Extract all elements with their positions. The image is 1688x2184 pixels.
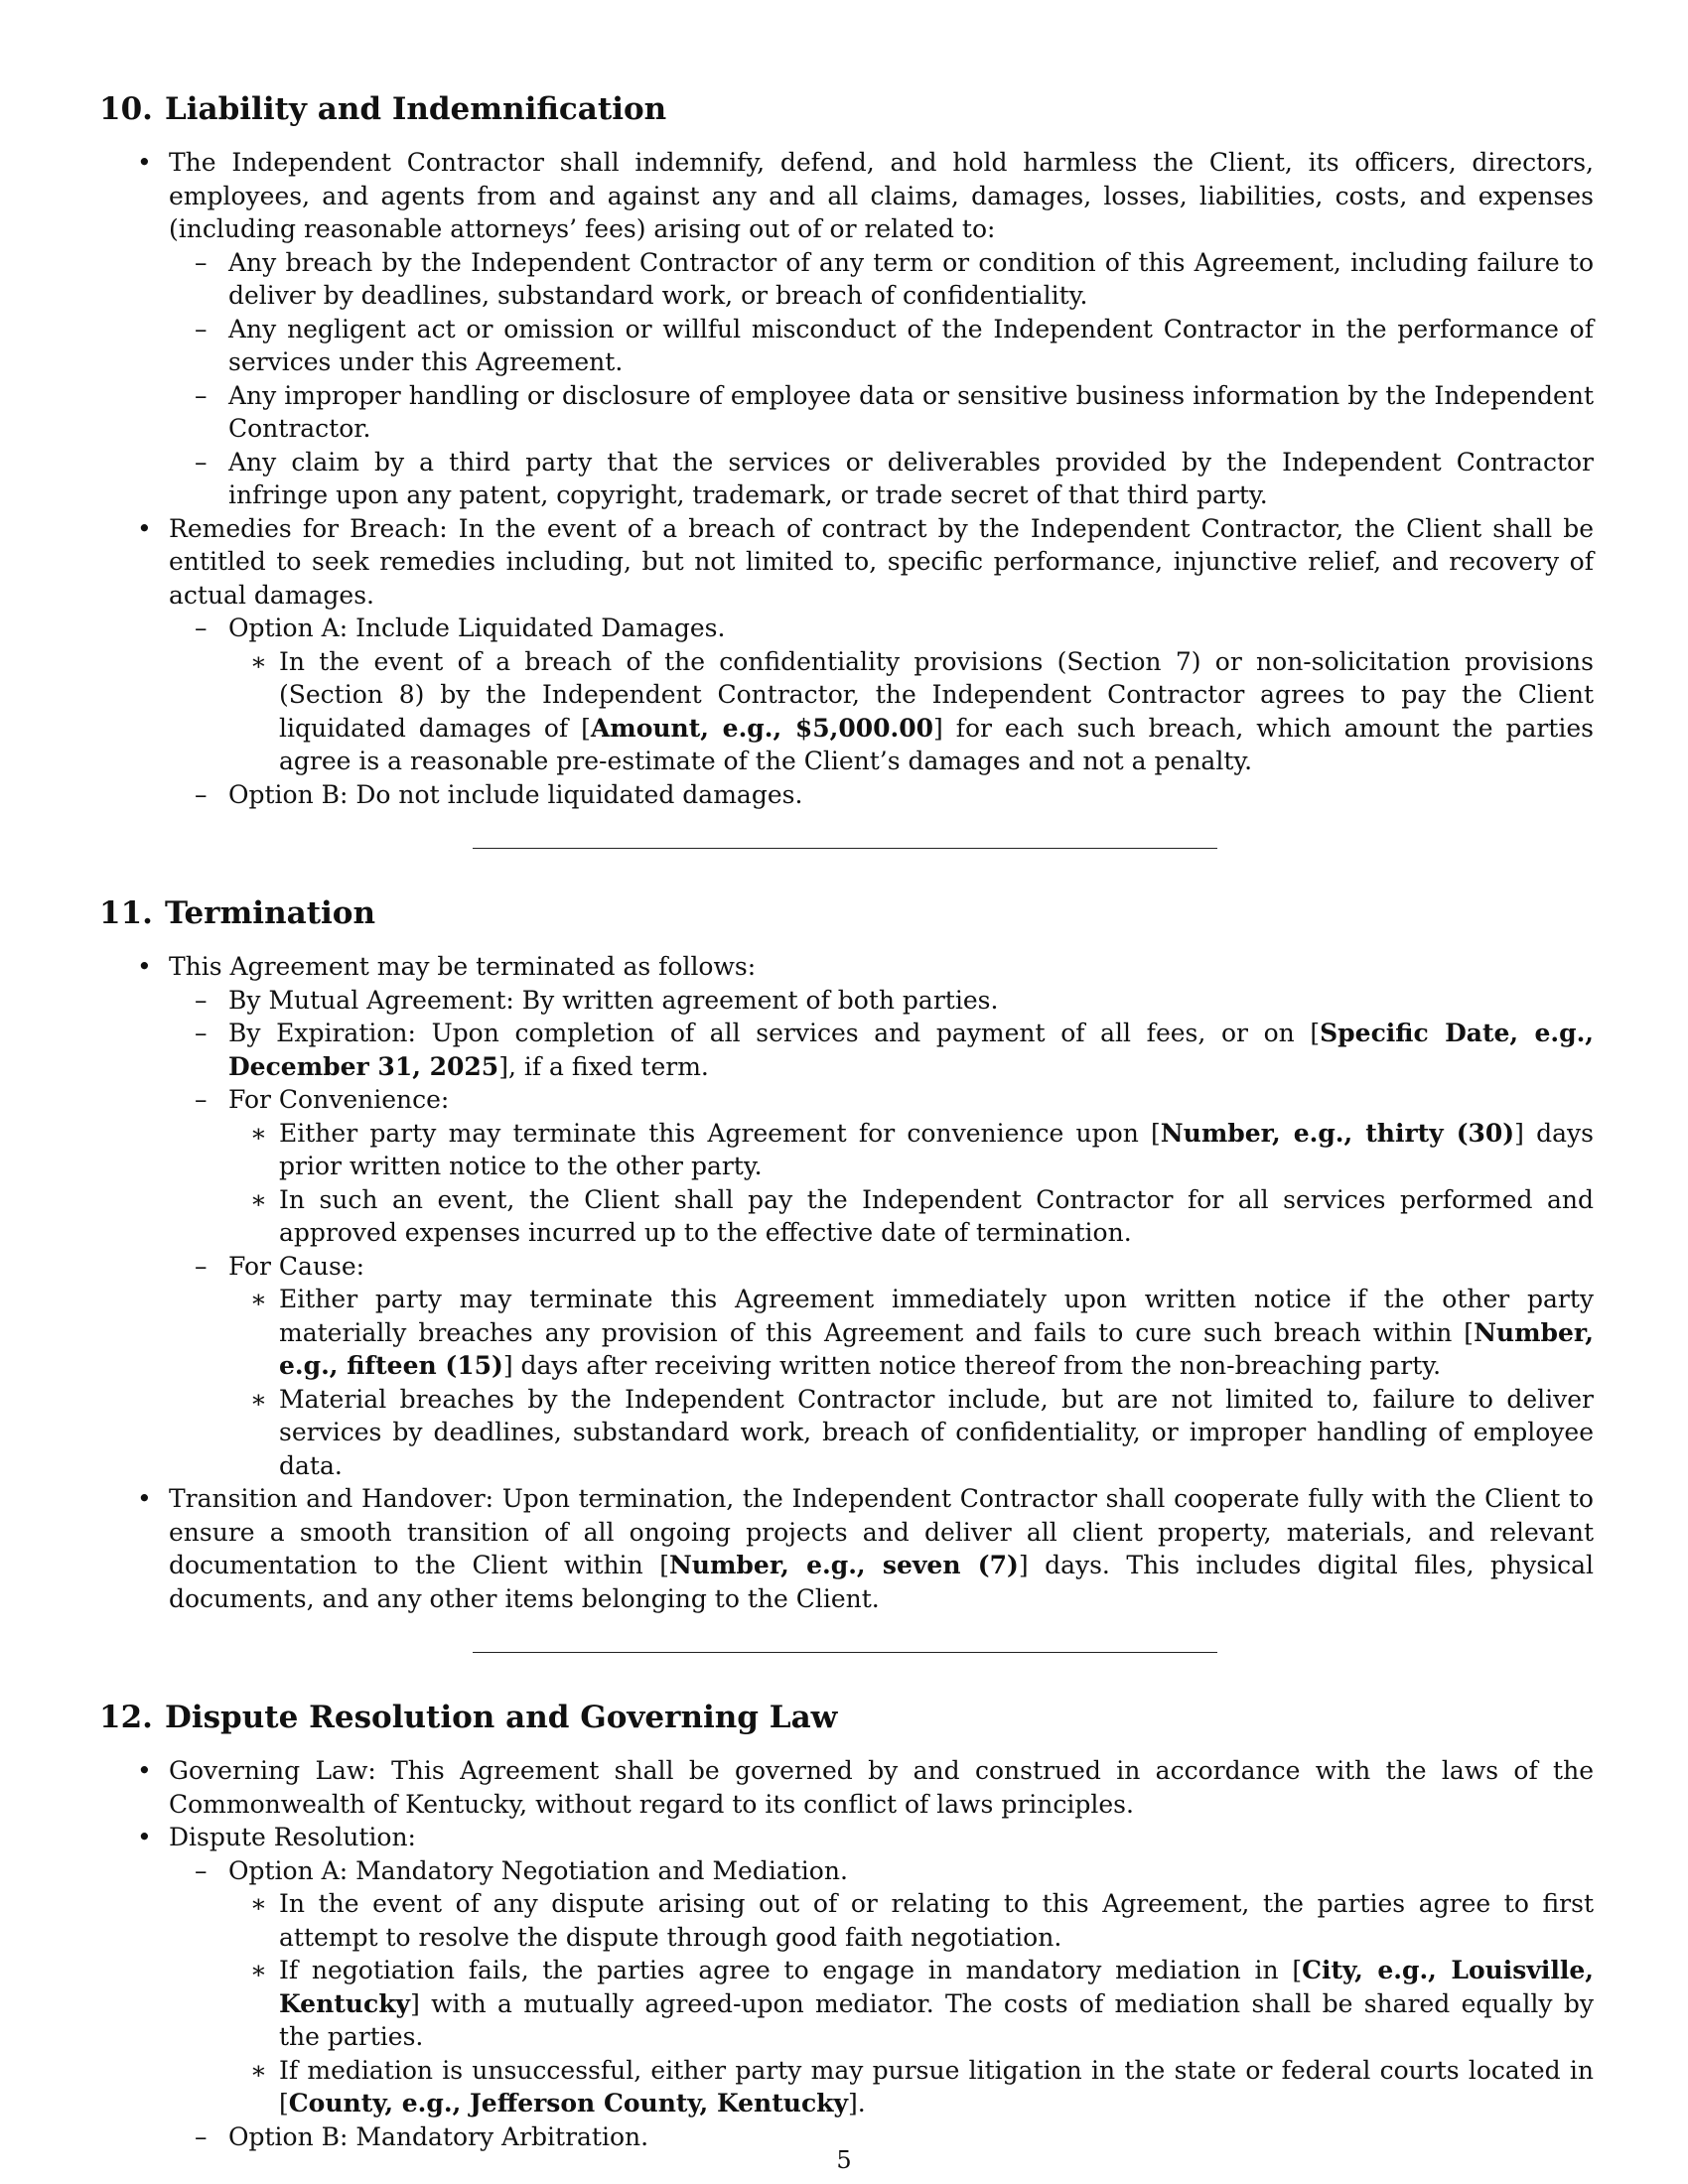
placeholder-city: City, e.g., Louisville, Kentucky bbox=[279, 1956, 1594, 2018]
item-text: Either party may terminate this Agreement for convenience upon [ bbox=[279, 1118, 1161, 1148]
item-text: By Mutual Agreement: By written agreement of both parties. bbox=[228, 985, 999, 1015]
document-page bbox=[99, 89, 1594, 2153]
item-text: If mediation is unsuccessful, either party may pursue litigation in the state or federal courts located in [ bbox=[279, 2055, 1594, 2117]
star-marker: ∗ bbox=[250, 1384, 267, 1414]
item-text: ], if a fixed term. bbox=[498, 1051, 709, 1081]
bullet-marker: • bbox=[137, 513, 152, 543]
section-10-list bbox=[99, 146, 1594, 811]
placeholder-county: County, e.g., Jefferson County, Kentucky bbox=[288, 2089, 849, 2117]
list-item bbox=[99, 1283, 1594, 1383]
list-item bbox=[99, 1017, 1594, 1083]
item-text: ] days prior written notice to the other party. bbox=[279, 1118, 1595, 1180]
list-item bbox=[99, 1083, 1594, 1117]
item-text: In such an event, the Client shall pay the Independent Contractor for all services performed and approved expenses incurred up to the effective date of termination. bbox=[279, 1184, 1594, 1247]
placeholder-date: Specific Date, e.g., December 31, 2025 bbox=[228, 1019, 1594, 1081]
item-text: Governing Law: This Agreement shall be governed by and construed in accordance with the laws of the Commonwealth of Kentucky, without regard to its conflict of laws principles. bbox=[169, 1756, 1594, 1819]
item-text: By Expiration: Upon completion of all services and payment of all fees, or on [ bbox=[228, 1019, 1321, 1047]
section-divider bbox=[473, 1652, 1217, 1653]
item-text: ] with a mutually agreed-upon mediator. The costs of mediation shall be shared equally by the parties. bbox=[279, 1988, 1594, 2051]
item-text: Any negligent act or omission or willful misconduct of the Independent Contractor in the performance of services under this Agreement. bbox=[228, 314, 1594, 376]
dash-marker: – bbox=[195, 985, 208, 1015]
section-number: 10. bbox=[99, 91, 153, 127]
list-item bbox=[99, 512, 1594, 613]
star-marker: ∗ bbox=[250, 1285, 267, 1313]
star-marker: ∗ bbox=[250, 2055, 267, 2085]
list-item bbox=[99, 1954, 1594, 2054]
dash-marker: – bbox=[195, 2121, 208, 2151]
list-item bbox=[99, 446, 1594, 512]
dash-marker: – bbox=[195, 779, 208, 809]
item-text: The Independent Contractor shall indemnify, defend, and hold harmless the Client, its officers, directors, employees, and agents from and against any and all claims, damages, losses, liabilities, costs, and expenses (including reasonable attorneys’ fees) arising out of or related to: bbox=[169, 148, 1594, 243]
section-12-list bbox=[99, 1754, 1594, 2153]
star-marker: ∗ bbox=[250, 646, 267, 676]
list-item bbox=[99, 313, 1594, 379]
item-text: For Convenience: bbox=[228, 1085, 450, 1114]
dash-marker: – bbox=[195, 614, 208, 642]
dash-marker: – bbox=[195, 247, 208, 277]
dash-marker: – bbox=[195, 1019, 208, 1047]
list-item bbox=[99, 379, 1594, 446]
dash-marker: – bbox=[195, 314, 208, 343]
item-text: Material breaches by the Independent Contractor include, but are not limited to, failure to deliver services by deadlines, substandard work, breach of confidentiality, or improper handling of employee data. bbox=[279, 1384, 1594, 1480]
placeholder-number: Number, e.g., thirty (30) bbox=[1160, 1118, 1515, 1148]
bullet-marker: • bbox=[137, 148, 152, 177]
placeholder-number: Number, e.g., seven (7) bbox=[668, 1551, 1019, 1579]
list-item bbox=[99, 1821, 1594, 1854]
item-text: ]. bbox=[848, 2089, 866, 2117]
list-item bbox=[99, 1117, 1594, 1183]
list-item bbox=[99, 984, 1594, 1018]
list-item bbox=[99, 950, 1594, 984]
item-text: Either party may terminate this Agreement immediately upon written notice if the other party materially breaches any provision of this Agreement and fails to cure such breach within [ bbox=[279, 1285, 1594, 1347]
item-text: If negotiation fails, the parties agree to engage in mandatory mediation in [ bbox=[279, 1956, 1303, 1984]
star-marker: ∗ bbox=[250, 1889, 267, 1918]
section-title: Termination bbox=[164, 895, 376, 931]
dash-marker: – bbox=[195, 1251, 208, 1281]
bullet-marker: • bbox=[137, 1484, 152, 1513]
list-item bbox=[99, 645, 1594, 778]
item-text: ] days after receiving written notice thereof from the non-breaching party. bbox=[502, 1351, 1442, 1380]
section-heading-12 bbox=[99, 1698, 1594, 1737]
item-text: Option A: Mandatory Negotiation and Mediation. bbox=[228, 1855, 848, 1885]
list-item bbox=[99, 246, 1594, 313]
page-number: 5 bbox=[836, 2146, 852, 2174]
list-item bbox=[99, 2054, 1594, 2120]
item-text: Option B: Mandatory Arbitration. bbox=[228, 2121, 649, 2151]
item-text: In the event of any dispute arising out of or relating to this Agreement, the parties agree to first attempt to resolve the dispute through good faith negotiation. bbox=[279, 1889, 1594, 1952]
section-heading-10 bbox=[99, 89, 1594, 129]
section-number: 12. bbox=[99, 1700, 153, 1735]
item-text: For Cause: bbox=[228, 1251, 365, 1281]
item-text: In the event of a breach of the confidentiality provisions (Section 7) or non-solicitation provisions (Section 8) by the Independent Contractor, the Independent Contractor agrees to pay the Client liquidated damages of [ bbox=[279, 646, 1594, 743]
list-item bbox=[99, 1887, 1594, 1954]
item-text: Dispute Resolution: bbox=[169, 1823, 416, 1851]
item-text: ] days. This includes digital files, physical documents, and any other items belonging to the Client. bbox=[169, 1551, 1594, 1613]
placeholder-amount: Amount, e.g., $5,000.00 bbox=[590, 713, 934, 743]
list-item bbox=[99, 778, 1594, 812]
section-11-list bbox=[99, 950, 1594, 1615]
bullet-marker: • bbox=[137, 1823, 152, 1851]
item-text: This Agreement may be terminated as follows: bbox=[169, 952, 757, 981]
list-item bbox=[99, 1183, 1594, 1250]
dash-marker: – bbox=[195, 447, 208, 477]
section-title: Liability and Indemnification bbox=[164, 91, 667, 127]
star-marker: ∗ bbox=[250, 1956, 267, 1984]
bullet-marker: • bbox=[137, 1756, 152, 1785]
item-text: Transition and Handover: Upon termination, the Independent Contractor shall cooperate fully with the Client to ensure a smooth transition of all ongoing projects and deliver all client property, materials, and relevant documentation to the Client within [ bbox=[169, 1484, 1594, 1579]
item-text: ] for each such breach, which amount the parties agree is a reasonable pre-estimate of the Client’s damages and not a penalty. bbox=[279, 713, 1594, 775]
list-item bbox=[99, 1482, 1594, 1615]
dash-marker: – bbox=[195, 1855, 208, 1885]
item-text: Option B: Do not include liquidated damages. bbox=[228, 779, 803, 809]
item-text: Remedies for Breach: In the event of a breach of contract by the Independent Contractor, the Client shall be entitled to seek remedies including, but not limited to, specific performance, injunctive relief, and recovery of actual damages. bbox=[169, 513, 1594, 610]
bullet-marker: • bbox=[137, 952, 152, 981]
dash-marker: – bbox=[195, 1085, 208, 1114]
section-number: 11. bbox=[99, 895, 153, 931]
star-marker: ∗ bbox=[250, 1118, 267, 1148]
item-text: Any breach by the Independent Contractor of any term or condition of this Agreement, including failure to deliver by deadlines, substandard work, or breach of confidentiality. bbox=[228, 247, 1594, 310]
list-item bbox=[99, 1754, 1594, 1821]
star-marker: ∗ bbox=[250, 1184, 267, 1214]
list-item bbox=[99, 1383, 1594, 1483]
section-title: Dispute Resolution and Governing Law bbox=[164, 1700, 838, 1735]
list-item bbox=[99, 612, 1594, 645]
placeholder-number: Number, e.g., fifteen (15) bbox=[279, 1317, 1594, 1380]
section-heading-11 bbox=[99, 893, 1594, 933]
item-text: Option A: Include Liquidated Damages. bbox=[228, 614, 726, 642]
list-item bbox=[99, 1250, 1594, 1284]
section-divider bbox=[473, 848, 1217, 849]
item-text: Any claim by a third party that the services or deliverables provided by the Independent Contractor infringe upon any patent, copyright, trademark, or trade secret of that third party. bbox=[228, 447, 1594, 509]
dash-marker: – bbox=[195, 380, 208, 410]
list-item bbox=[99, 1854, 1594, 1888]
item-text: Any improper handling or disclosure of employee data or sensitive business information by the Independent Contractor. bbox=[228, 380, 1594, 443]
list-item bbox=[99, 146, 1594, 246]
